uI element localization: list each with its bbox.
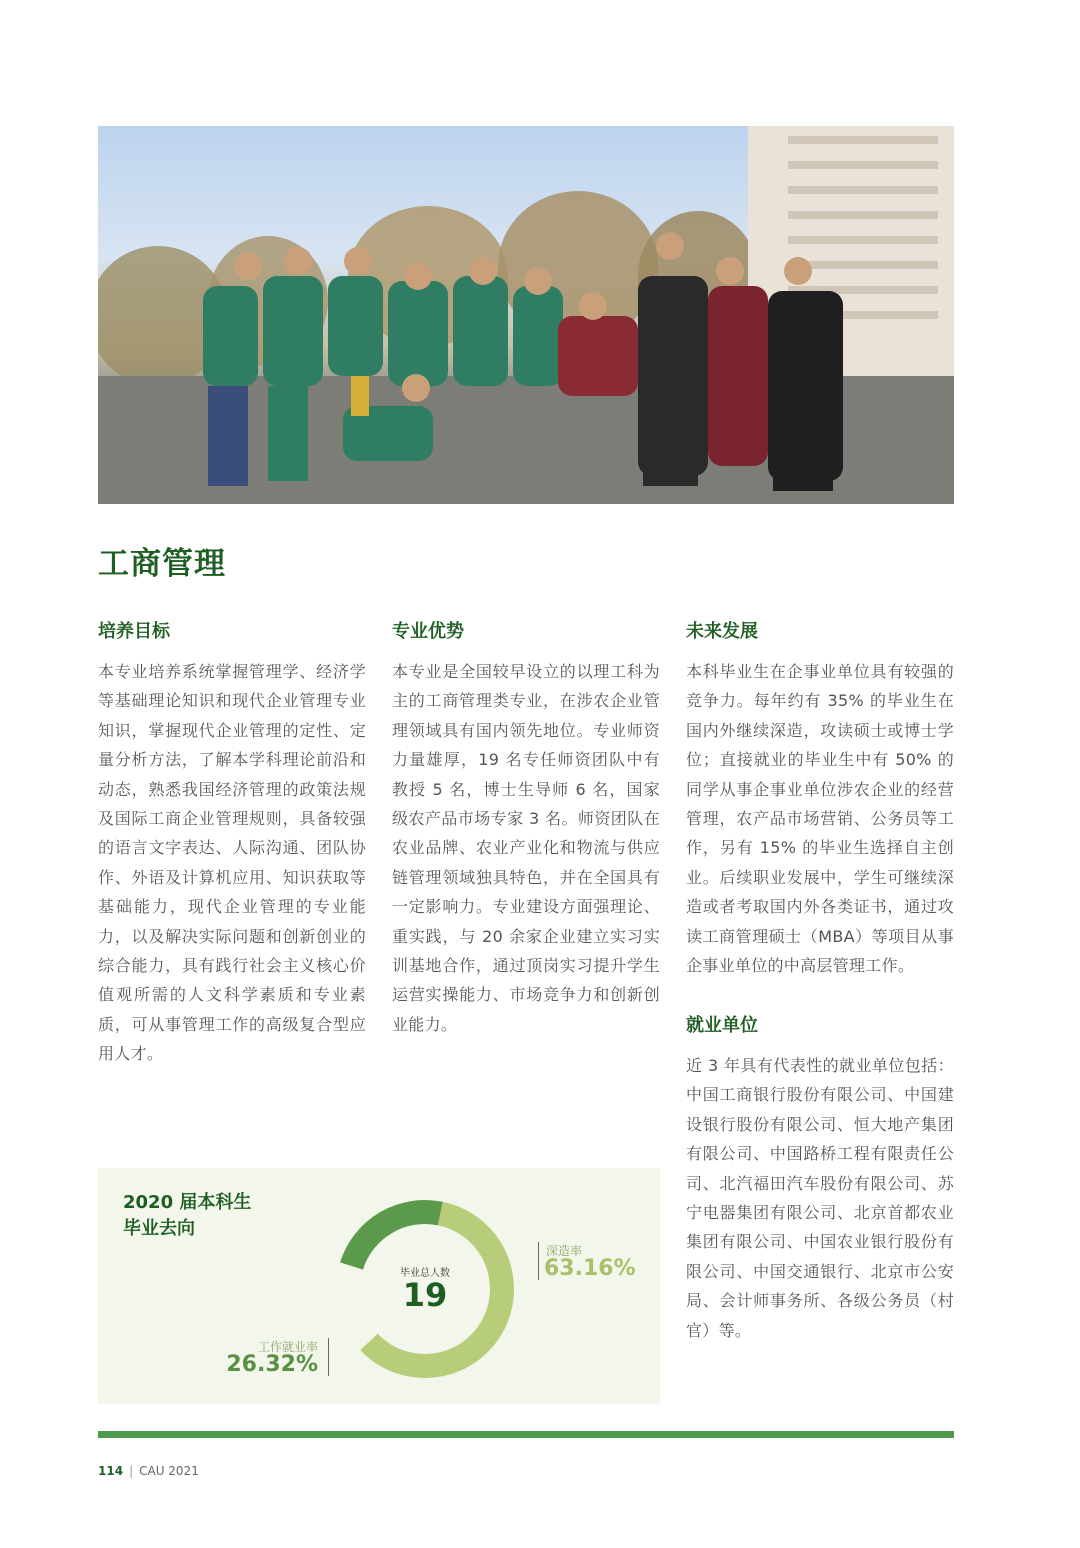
page-footer xyxy=(98,1464,199,1478)
page-number: 114 xyxy=(98,1464,124,1478)
footer-rule xyxy=(98,1431,954,1438)
heading-training-goal: 培养目标 xyxy=(98,621,170,642)
heading-advantages: 专业优势 xyxy=(392,621,464,642)
total-graduates-value: 19 xyxy=(402,1276,448,1314)
leader-line-further-study xyxy=(538,1242,539,1280)
stats-title-line1: 2020 届本科生 xyxy=(123,1192,252,1213)
advantages-text: 本专业是全国较早设立的以理工科为主的工商管理类专业，在涉农企业管理领域具有国内领先地位。专业师资力量雄厚，19 名专任师资团队中有教授 5 名，博士生导师 6 名，国家级农产品市场专家 3 名。师资团队在农业品牌、农业产业化和物流与供应链管理领域独具特色，并在全国具有一定影响力。专业建设方面强理论、重实践，与 20 余家企业建立实习实训基地合作，通过顶岗实习提升学生运营实操能力、市场竞争力和创新创业能力。 xyxy=(392,662,660,1034)
stats-title-line2: 毕业去向 xyxy=(123,1218,195,1239)
employment-value: 26.32% xyxy=(226,1352,318,1377)
heading-employers: 就业单位 xyxy=(686,1015,758,1036)
employers-text: 近 3 年具有代表性的就业单位包括：中国工商银行股份有限公司、中国建设银行股份有限公司、恒大地产集团有限公司、中国路桥工程有限责任公司、北汽福田汽车股份有限公司、苏宁电器集团有限公司、北京首都农业集团有限公司、中国农业银行股份有限公司、中国交通银行、北京市公安局、会计师事务所、各级公务员（村官）等。 xyxy=(686,1056,954,1340)
total-graduates-label: 毕业总人数 xyxy=(400,1268,450,1279)
page-title: 工商管理 xyxy=(98,546,226,582)
leader-line-employment xyxy=(328,1338,329,1376)
graduate-destination-panel xyxy=(98,1168,660,1404)
further-study-label: 深造率 xyxy=(546,1244,583,1258)
future-text: 本科毕业生在企事业单位具有较强的竞争力。每年约有 35% 的毕业生在国内外继续深造，攻读硕士或博士学位；直接就业的毕业生中有 50% 的同学从事企事业单位涉农企业的经营管理，农产品市场营销、公务员等工作，另有 15% 的毕业生选择自主创业。后续职业发展中，学生可继续深造或者考取国内外各类证书，通过攻读工商管理硕士（MBA）等项目从事企事业单位的中高层管理工作。 xyxy=(686,662,954,976)
heading-future: 未来发展 xyxy=(686,621,758,642)
team-photo-illustration xyxy=(98,126,954,504)
team-photo xyxy=(98,126,954,504)
publication-name: CAU 2021 xyxy=(139,1464,199,1478)
footer-separator: | xyxy=(129,1464,134,1478)
training-goal-text: 本专业培养系统掌握管理学、经济学等基础理论知识和现代企业管理专业知识，掌握现代企业管理的定性、定量分析方法，了解本学科理论前沿和动态，熟悉我国经济管理的政策法规及国际工商企业管理规则，具备较强的语言文字表达、人际沟通、团队协作、外语及计算机应用、知识获取等基础能力，现代企业管理的专业能力，以及解决实际问题和创新创业的综合能力，具有践行社会主义核心价值观所需的人文科学素质和专业素质，可从事管理工作的高级复合型应用人才。 xyxy=(98,662,366,1064)
stats-title xyxy=(123,1190,293,1242)
employment-label: 工作就业率 xyxy=(257,1340,318,1354)
further-study-value: 63.16% xyxy=(544,1256,636,1281)
